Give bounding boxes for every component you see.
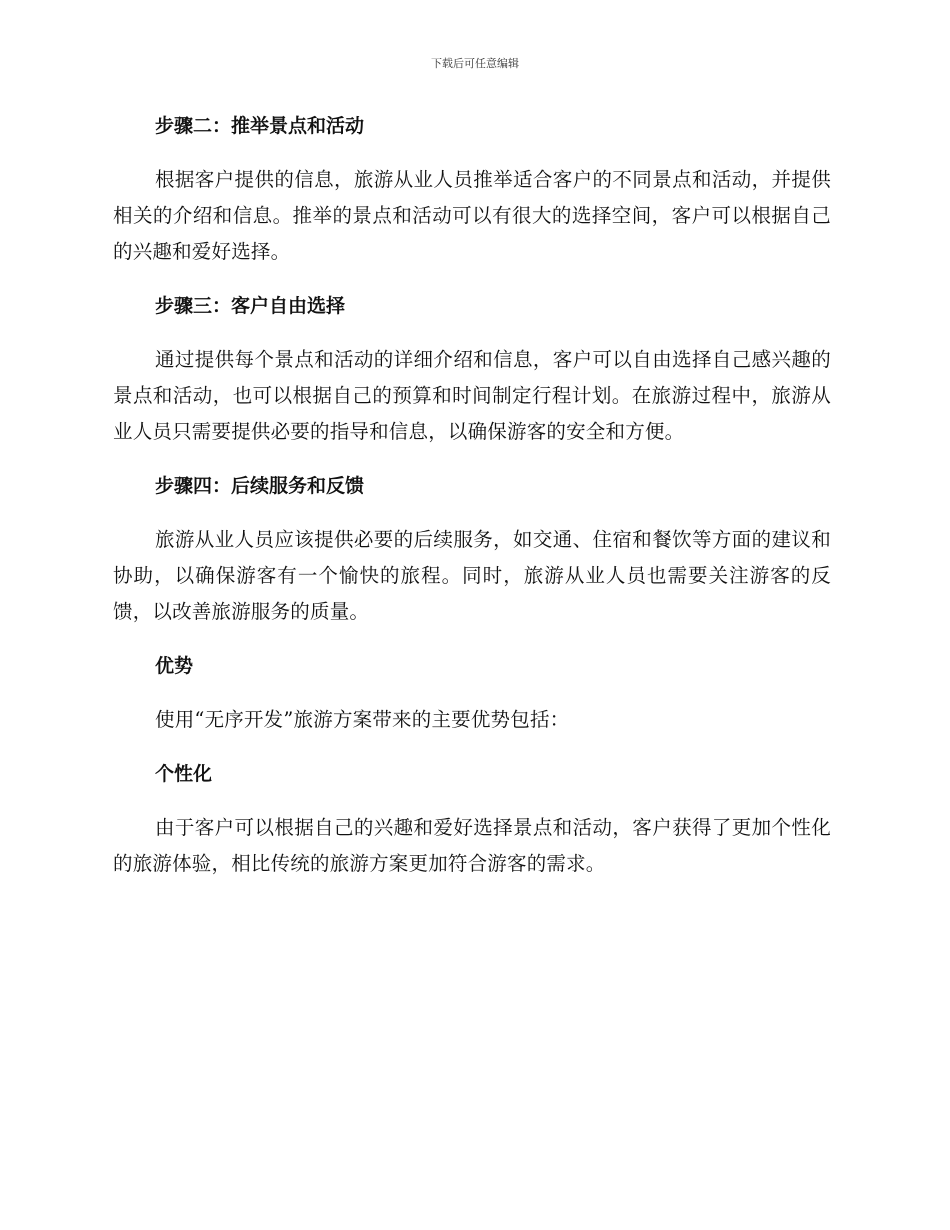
section-paragraph-step-2: 根据客户提供的信息，旅游从业人员推举适合客户的不同景点和活动，并提供相关的介绍和信息。推举的景点和活动可以有很大的选择空间，客户可以根据自己的兴趣和爱好选择。 (113, 168, 831, 263)
section-paragraph-personalization: 由于客户可以根据自己的兴趣和爱好选择景点和活动，客户获得了更加个性化的旅游体验，相比传统的旅游方案更加符合游客的需求。 (113, 816, 831, 875)
section-heading-personalization: 个性化 (155, 763, 213, 785)
document-body (113, 108, 831, 900)
section-heading-step-2: 步骤二：推举景点和活动 (155, 115, 365, 137)
section-heading-step-4: 步骤四：后续服务和反馈 (155, 475, 365, 497)
section-heading-step-3: 步骤三：客户自由选择 (155, 295, 346, 317)
page-header: 下载后可任意编辑 (431, 57, 519, 70)
section-paragraph-advantages: 使用“无序开发”旅游方案带来的主要优势包括： (155, 708, 570, 731)
section-paragraph-step-4: 旅游从业人员应该提供必要的后续服务，如交通、住宿和餐饮等方面的建议和协助，以确保游客有一个愉快的旅程。同时，旅游从业人员也需要关注游客的反馈，以改善旅游服务的质量。 (113, 528, 831, 623)
section-paragraph-step-3: 通过提供每个景点和活动的详细介绍和信息，客户可以自由选择自己感兴趣的景点和活动，也可以根据自己的预算和时间制定行程计划。在旅游过程中，旅游从业人员只需要提供必要的指导和信息，以确保游客的安全和方便。 (113, 348, 831, 443)
section-heading-advantages: 优势 (155, 655, 194, 677)
